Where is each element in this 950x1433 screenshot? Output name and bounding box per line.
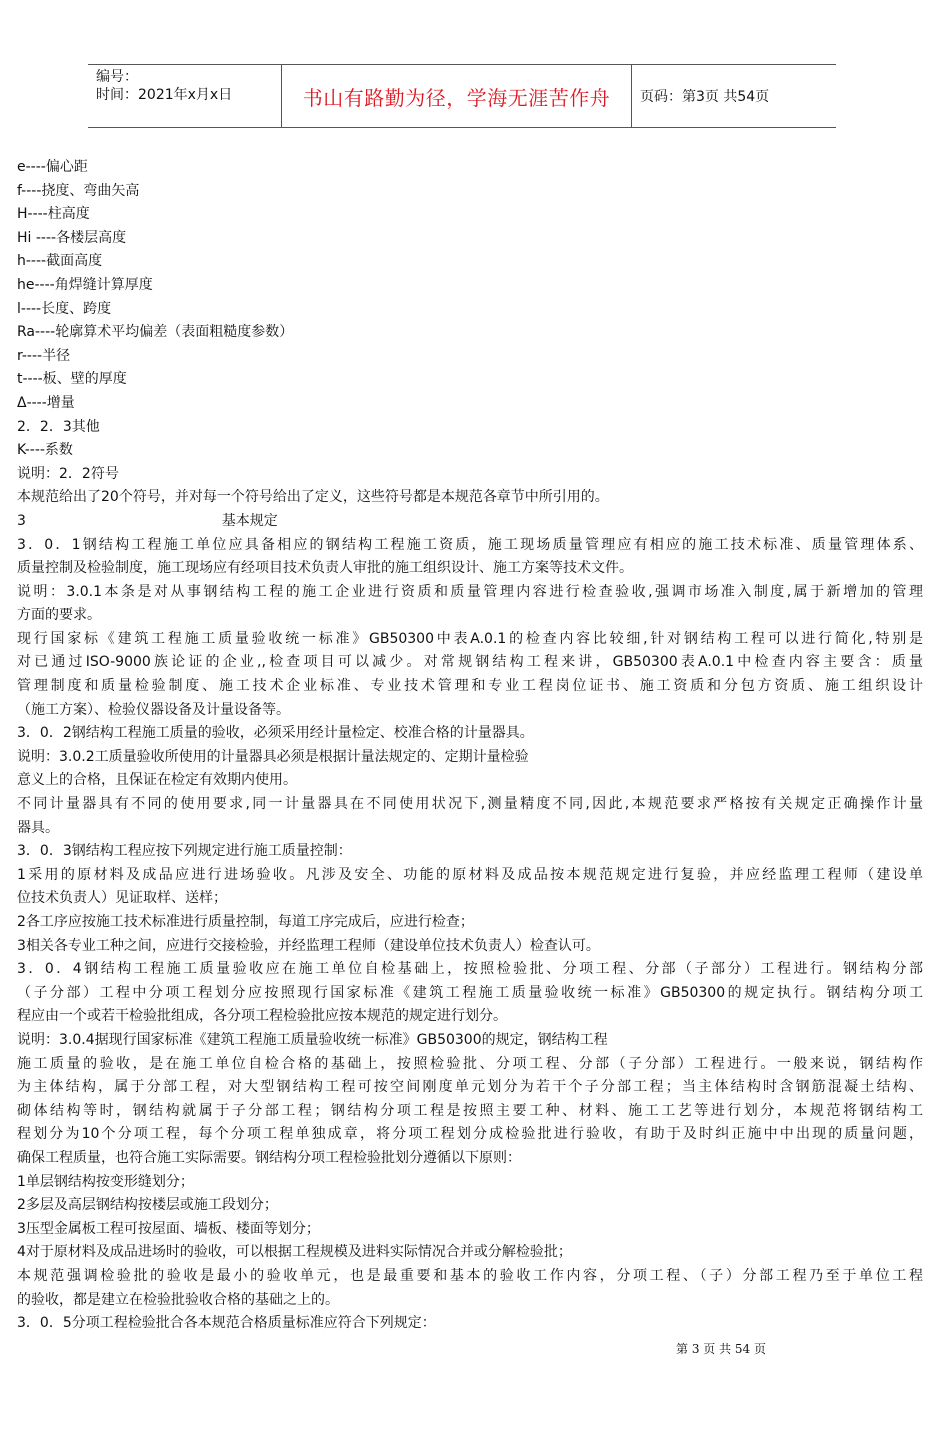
text-line: 砌体结构等时，钢结构就属于子分部工程；钢结构分项工程是按照主要工种、材料、施工工艺等进行划分，本规范将钢结构工: [17, 1102, 923, 1119]
text-line: （施工方案）、检验仪器设备及计量设备等。: [17, 701, 290, 718]
text-line: 意义上的合格，且保证在检定有效期内使用。: [17, 772, 297, 789]
text-line: 对已通过ISO-9000族论证的企业,,检查项目可以减少。对常规钢结构工程来讲，GB50300表A.0.1中检查内容主要含：质量: [17, 654, 923, 671]
header-page-label: 页码：第3页 共54页: [640, 89, 770, 105]
text-line: 3．0．2钢结构工程施工质量的验收，必须采用经计量检定、校准合格的计量器具。: [17, 725, 534, 742]
text-line: 说明：3.0.2工质量验收所使用的计量器具必须是根据计量法规定的、定期计量检验: [17, 748, 529, 765]
page-footer: 第 3 页 共 54 页: [676, 1342, 766, 1356]
text-line: 3．0．5分项工程检验批合各本规范合格质量标准应符合下列规定：: [17, 1315, 436, 1332]
text-line: 1采用的原材料及成品应进行进场验收。凡涉及安全、功能的原材料及成品按本规范规定进行复验，并应经监理工程师（建设单: [17, 866, 923, 883]
text-line: 的验收，都是建立在检验批验收合格的基础之上的。: [17, 1291, 339, 1308]
text-line: 不同计量器具有不同的使用要求,同一计量器具在不同使用状况下,测量精度不同,因此,本规范要求严格按有关规定正确操作计量: [17, 796, 923, 813]
text-line: H----柱高度: [17, 206, 90, 223]
text-line: 3．0．3钢结构工程应按下列规定进行施工质量控制：: [17, 843, 352, 860]
chapter-heading: 3 基本规定: [17, 512, 278, 529]
header-motto: 书山有路勤为径，学海无涯苦作舟: [282, 65, 632, 127]
text-line: 质量控制及检验制度，施工现场应有经项目技术负责人审批的施工组织设计、施工方案等技术文件。: [17, 560, 633, 577]
header-meta-cell: [88, 65, 282, 127]
text-line: h----截面高度: [17, 253, 103, 270]
text-line: 本规范给出了20个符号，并对每一个符号给出了定义，这些符号都是本规范各章节中所引用的。: [17, 489, 609, 506]
text-line: 施工质量的验收，是在施工单位自检合格的基础上，按照检验批、分项工程、分部（子分部）工程进行。一般来说，钢结构作: [17, 1055, 923, 1072]
text-line: 现行国家标《建筑工程施工质量验收统一标准》GB50300中表A.0.1的检查内容比较细,针对钢结构工程可以进行简化,特别是: [17, 630, 923, 647]
text-line: 器具。: [17, 819, 59, 836]
text-line: 确保工程质量，也符合施工实际需要。钢结构分项工程检验批划分遵循以下原则：: [17, 1149, 521, 1166]
text-line: he----角焊缝计算厚度: [17, 276, 153, 293]
text-line: l----长度、跨度: [17, 300, 112, 317]
number-label: 编号：: [96, 69, 138, 85]
text-line: 3．0．1钢结构工程施工单位应具备相应的钢结构工程施工资质，施工现场质量管理应有相应的施工技术标准、质量管理体系、: [17, 536, 923, 553]
text-line: 本规范强调检验批的验收是最小的验收单元，也是最重要和基本的验收工作内容，分项工程、（子）分部工程乃至于单位工程: [17, 1267, 923, 1284]
text-line: e----偏心距: [17, 159, 88, 175]
text-line: 方面的要求。: [17, 607, 101, 624]
list-item: 2多层及高层钢结构按楼层或施工段划分；: [17, 1197, 278, 1214]
text-line: 3相关各专业工种之间，应进行交接检验，并经监理工程师（建设单位技术负责人）检查认可。: [17, 937, 600, 954]
text-line: K----系数: [17, 442, 73, 459]
text-line: t----板、壁的厚度: [17, 371, 127, 388]
text-line: 说明：3.0.4据现行国家标准《建筑工程施工质量验收统一标准》GB50300的规定，钢结构工程: [17, 1031, 608, 1048]
text-line: 管理制度和质量检验制度、施工技术企业标准、专业技术管理和专业工程岗位证书、施工资质和分包方资质、施工组织设计: [17, 678, 923, 695]
list-item: 3压型金属板工程可按屋面、墙板、楼面等划分；: [17, 1220, 320, 1237]
text-line: 位技术负责人）见证取样、送样；: [17, 890, 227, 907]
text-line: 程应由一个或若干检验批组成，各分项工程检验批应按本规范的规定进行划分。: [17, 1008, 507, 1025]
text-line: 2各工序应按施工技术标准进行质量控制，每道工序完成后，应进行检查；: [17, 914, 474, 930]
document-body: [17, 156, 923, 1336]
text-line: r----半径: [17, 347, 71, 364]
list-item: 4对于原材料及成品进场时的验收，可以根据工程规模及进料实际情况合并或分解检验批；: [17, 1244, 572, 1261]
text-line: Hi ----各楼层高度: [17, 229, 127, 246]
text-line: Ra----轮廓算术平均偏差（表面粗糙度参数）: [17, 324, 294, 341]
time-label: 时间：2021年x月x日: [96, 87, 233, 103]
list-item: 1单层钢结构按变形缝划分；: [17, 1173, 194, 1190]
text-line: 说明：2．2符号: [17, 465, 119, 482]
text-line: 程划分为10个分项工程，每个分项工程单独成章，将分项工程划分成检验批进行验收，有助于及时纠正施中中出现的质量问题，: [17, 1126, 923, 1143]
text-line: 为主体结构，属于分部工程，对大型钢结构工程可按空间刚度单元划分为若干个子分部工程；当主体结构时含钢筋混凝土结构、: [17, 1079, 923, 1096]
text-line: 说明：3.0.1本条是对从事钢结构工程的施工企业进行资质和质量管理内容进行检查验收,强调市场准入制度,属于新增加的管理: [17, 583, 923, 600]
section-heading: 2．2．3其他: [17, 418, 100, 435]
page-header: [88, 64, 836, 128]
text-line: f----挠度、弯曲矢高: [17, 182, 140, 199]
text-line: （子分部）工程中分项工程划分应按照现行国家标准《建筑工程施工质量验收统一标准》GB50300的规定执行。钢结构分项工: [17, 984, 923, 1001]
text-line: 3．0．4钢结构工程施工质量验收应在施工单位自检基础上，按照检验批、分项工程、分部（子部分）工程进行。钢结构分部: [17, 961, 923, 978]
text-line: Δ----增量: [17, 394, 75, 411]
